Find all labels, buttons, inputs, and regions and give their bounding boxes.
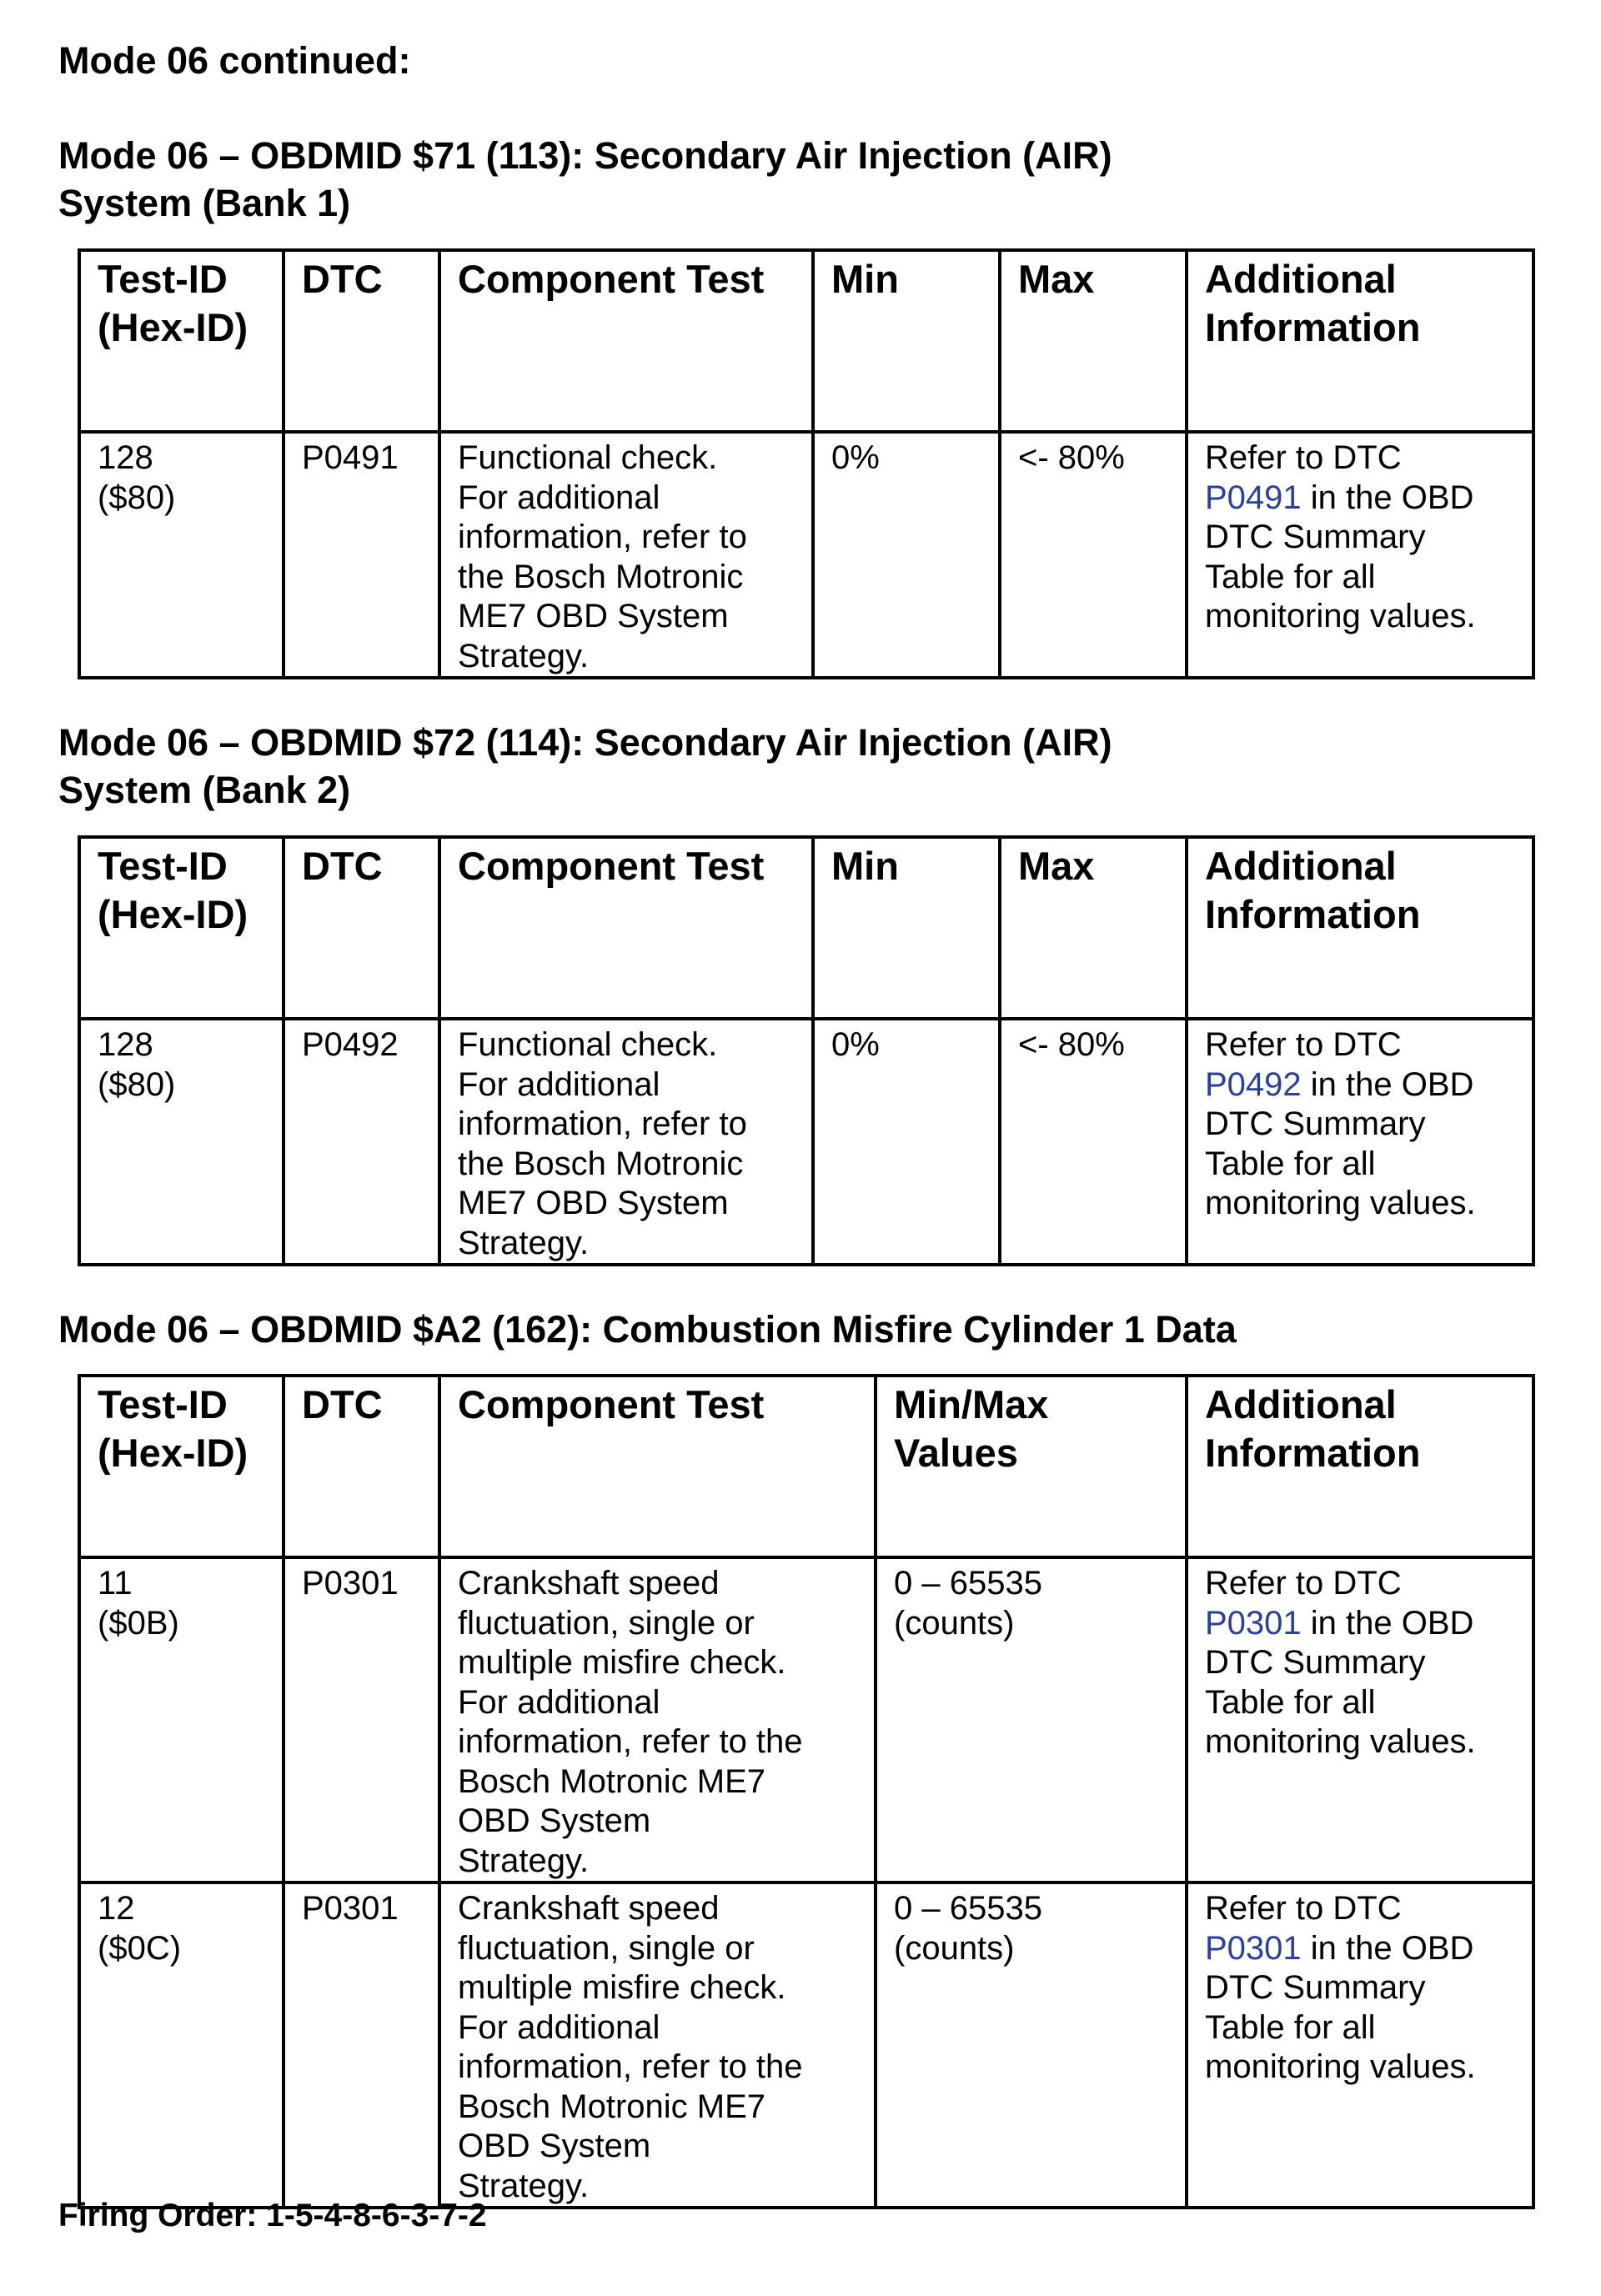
cell-test-id: 128 ($80) [79, 1019, 284, 1265]
header-additional-info: Additional Information [1187, 250, 1533, 432]
header-max: Max [1000, 250, 1187, 432]
header-additional-info: Additional Information [1187, 1376, 1533, 1557]
cell-max: <- 80% [1000, 1019, 1187, 1265]
section-title-obdmid-72: Mode 06 – OBDMID $72 (114): Secondary Air Injection (AIR) System (Bank 2) [58, 721, 1112, 811]
header-dtc: DTC [284, 837, 439, 1019]
cell-max: <- 80% [1000, 432, 1187, 678]
dtc-link-p0301[interactable]: P0301 [1205, 1929, 1302, 1967]
spec-table-obdmid-72 [78, 835, 1535, 1266]
dtc-link-p0491[interactable]: P0491 [1205, 479, 1302, 516]
header-min: Min [813, 250, 1000, 432]
cell-dtc: P0491 [284, 432, 439, 678]
header-max: Max [1000, 837, 1187, 1019]
info-text-before: Refer to DTC [1205, 1026, 1402, 1063]
cell-min: 0% [813, 1019, 1000, 1265]
table-header-row [79, 1376, 1533, 1557]
header-additional-info: Additional Information [1187, 837, 1533, 1019]
info-text-after: in the OBD DTC Summary Table for all monitoring values. [1205, 1929, 1476, 2085]
cell-test-id: 11 ($0B) [79, 1557, 284, 1882]
table-header-row [79, 837, 1533, 1019]
cell-min: 0% [813, 432, 1000, 678]
firing-order-note: Firing Order: 1-5-4-8-6-3-7-2 [58, 2198, 487, 2233]
cell-test-id: 12 ($0C) [79, 1882, 284, 2208]
header-test-id: Test-ID (Hex-ID) [79, 250, 284, 432]
table-row [79, 1882, 1533, 2208]
table-row [79, 1557, 1533, 1882]
table-row [79, 432, 1533, 678]
cell-component-test: Crankshaft speed fluctuation, single or multiple misfire check. For additional information, refer to the Bosch Motronic ME7 OBD System Strategy. [439, 1882, 876, 2208]
info-text-before: Refer to DTC [1205, 439, 1402, 476]
section-title-obdmid-a2: Mode 06 – OBDMID $A2 (162): Combustion Misfire Cylinder 1 Data [58, 1308, 1237, 1351]
dtc-link-p0301[interactable]: P0301 [1205, 1604, 1302, 1642]
cell-min-max: 0 – 65535 (counts) [876, 1882, 1187, 2208]
cell-additional-info [1187, 1557, 1533, 1882]
cell-test-id: 128 ($80) [79, 432, 284, 678]
header-component-test: Component Test [439, 250, 813, 432]
header-test-id: Test-ID (Hex-ID) [79, 837, 284, 1019]
header-component-test: Component Test [439, 1376, 876, 1557]
info-text-after: in the OBD DTC Summary Table for all monitoring values. [1205, 1065, 1476, 1221]
page-heading: Mode 06 continued: [58, 39, 411, 82]
cell-dtc: P0301 [284, 1557, 439, 1882]
cell-additional-info [1187, 432, 1533, 678]
info-text-before: Refer to DTC [1205, 1565, 1402, 1602]
cell-min-max: 0 – 65535 (counts) [876, 1557, 1187, 1882]
info-text-after: in the OBD DTC Summary Table for all monitoring values. [1205, 479, 1476, 634]
info-text-before: Refer to DTC [1205, 1890, 1402, 1927]
spec-table-obdmid-a2 [78, 1374, 1535, 2209]
cell-component-test: Crankshaft speed fluctuation, single or multiple misfire check. For additional information, refer to the Bosch Motronic ME7 OBD System Strategy. [439, 1557, 876, 1882]
header-min: Min [813, 837, 1000, 1019]
cell-component-test: Functional check. For additional information, refer to the Bosch Motronic ME7 OBD System Strategy. [439, 1019, 813, 1265]
table-header-row [79, 250, 1533, 432]
header-test-id: Test-ID (Hex-ID) [79, 1376, 284, 1557]
dtc-link-p0492[interactable]: P0492 [1205, 1065, 1302, 1103]
spec-table-obdmid-71 [78, 248, 1535, 679]
header-dtc: DTC [284, 250, 439, 432]
section-title-obdmid-71: Mode 06 – OBDMID $71 (113): Secondary Air Injection (AIR) System (Bank 1) [58, 134, 1112, 224]
table-row [79, 1019, 1533, 1265]
cell-additional-info [1187, 1882, 1533, 2208]
header-component-test: Component Test [439, 837, 813, 1019]
info-text-after: in the OBD DTC Summary Table for all monitoring values. [1205, 1604, 1476, 1760]
cell-dtc: P0301 [284, 1882, 439, 2208]
cell-additional-info [1187, 1019, 1533, 1265]
header-min-max-values: Min/Max Values [876, 1376, 1187, 1557]
cell-component-test: Functional check. For additional information, refer to the Bosch Motronic ME7 OBD System Strategy. [439, 432, 813, 678]
header-dtc: DTC [284, 1376, 439, 1557]
cell-dtc: P0492 [284, 1019, 439, 1265]
